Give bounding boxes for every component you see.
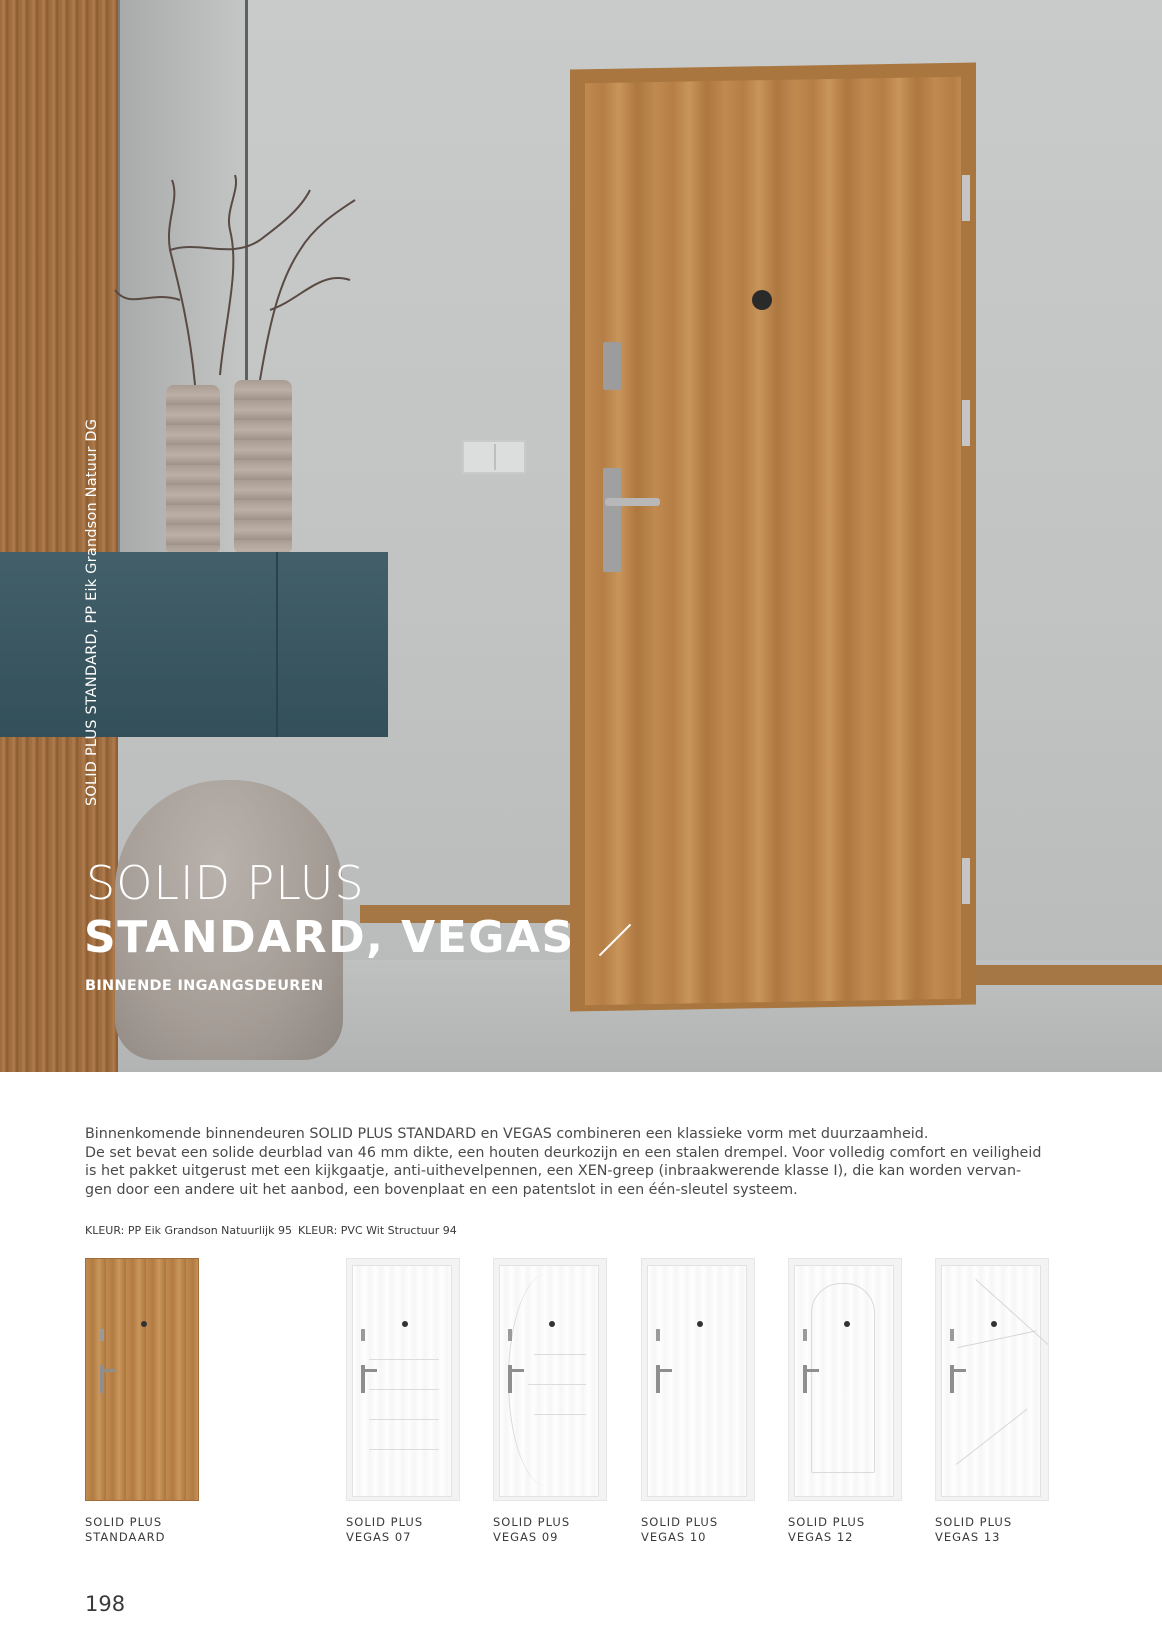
peephole-icon [752, 290, 772, 310]
peephole-icon [991, 1321, 997, 1327]
hero-subtitle: BINNENDE INGANGSDEUREN [85, 978, 324, 994]
peephole-icon [402, 1321, 408, 1327]
skirting-right [975, 965, 1162, 985]
door-thumbnail-white [935, 1258, 1049, 1501]
intro-line: gen door een andere uit het aanbod, een bovenplaat en een patentslot in een één-sleutel systeem. [85, 1181, 798, 1198]
product-label: SOLID PLUS VEGAS 09 [493, 1515, 571, 1544]
door-thumbnail-white [641, 1258, 755, 1501]
vase-left [166, 385, 220, 552]
vase-right [234, 380, 292, 552]
lock-icon [656, 1329, 660, 1341]
door-thumbnail-white [788, 1258, 902, 1501]
product-vegas-09[interactable] [493, 1258, 607, 1545]
oak-entrance-door [585, 77, 961, 1006]
peephole-icon [141, 1321, 147, 1327]
product-label: SOLID PLUS VEGAS 10 [641, 1515, 719, 1544]
handle-plate [603, 468, 621, 572]
intro-line: De set bevat een solide deurblad van 46 mm dikte, een houten deurkozijn en een stalen drempel. Voor volledig comfort en veiligheid [85, 1144, 1042, 1161]
hinge-icon [962, 858, 970, 904]
upper-lock-icon [603, 342, 621, 390]
lock-icon [508, 1329, 512, 1341]
lock-icon [950, 1329, 954, 1341]
product-label: SOLID PLUS VEGAS 13 [935, 1515, 1013, 1544]
product-vegas-13[interactable] [935, 1258, 1049, 1545]
intro-paragraph [85, 1125, 1085, 1199]
intro-line: is het pakket uitgerust met een kijkgaatje, anti-uithevelpennen, een XEN-greep (inbraakwerende klasse I), die kan worden vervan- [85, 1163, 1022, 1179]
intro-line: Binnenkomende binnendeuren SOLID PLUS STANDARD en VEGAS combineren een klassieke vorm met duurzaamheid. [85, 1126, 929, 1142]
peephole-icon [549, 1321, 555, 1327]
product-standaard[interactable] [85, 1258, 199, 1545]
color-white: KLEUR: PVC Wit Structuur 94 [297, 1224, 457, 1237]
peephole-icon [697, 1321, 703, 1327]
hero-title-line1: SOLID PLUS [86, 856, 365, 910]
product-vegas-12[interactable] [788, 1258, 902, 1545]
hero-title-line2: STANDARD, VEGAS [84, 912, 575, 963]
product-vegas-10[interactable] [641, 1258, 755, 1545]
product-vegas-07[interactable] [346, 1258, 460, 1545]
product-label: SOLID PLUS STANDAARD [85, 1515, 166, 1544]
side-caption: SOLID PLUS STANDARD, PP Eik Grandson Natuur DG [84, 418, 100, 806]
door-thumbnail-white [346, 1258, 460, 1501]
door-thumbnail-oak [85, 1258, 199, 1501]
light-switch [462, 440, 526, 474]
peephole-icon [844, 1321, 850, 1327]
teal-console-shelf [0, 552, 388, 737]
product-label: SOLID PLUS VEGAS 12 [788, 1515, 866, 1544]
hinge-icon [962, 175, 970, 221]
lock-icon [361, 1329, 365, 1341]
color-oak: KLEUR: PP Eik Grandson Natuurlijk 95 [85, 1224, 292, 1237]
lock-icon [803, 1329, 807, 1341]
lock-icon [100, 1329, 104, 1341]
handle-lever-icon [605, 498, 660, 506]
door-thumbnail-white [493, 1258, 607, 1501]
hinge-icon [962, 400, 970, 446]
color-info [85, 1224, 457, 1237]
page-number: 198 [85, 1592, 126, 1616]
branches-decoration [110, 170, 370, 390]
product-label: SOLID PLUS VEGAS 07 [346, 1515, 424, 1544]
